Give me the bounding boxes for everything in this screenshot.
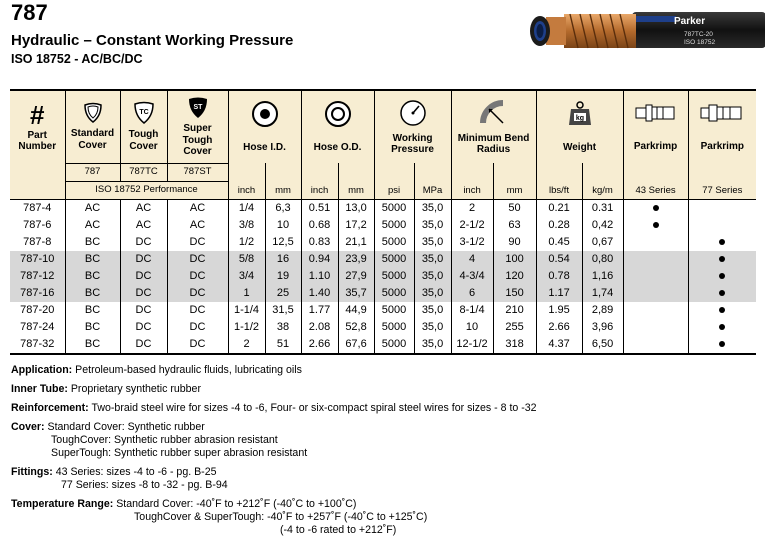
cell-br_mm: 120 [493,268,536,285]
fittings-note: Fittings: 43 Series: sizes -4 to -6 - pg. B-25 [11,466,217,478]
parkrimp-77-header: Parkrimp [688,90,756,163]
cell-br_in: 3-1/2 [451,234,493,251]
cell-id_in: 1-1/4 [228,302,265,319]
application-note: Application: Petroleum-based hydraulic fluids, lubricating oils [11,364,302,376]
cell-lbs: 0.45 [536,234,582,251]
availability-dot-icon [719,307,725,313]
cell-part: 787-4 [10,199,65,217]
cell-od_mm: 21,1 [338,234,374,251]
iso-standard: ISO 18752 - AC/BC/DC [11,52,143,66]
cell-br_mm: 150 [493,285,536,302]
cell-mpa: 35,0 [414,319,451,336]
cell-p77 [688,285,756,302]
cell-id_in: 1 [228,285,265,302]
cell-part: 787-16 [10,285,65,302]
spec-table [10,89,756,355]
cell-br_mm: 100 [493,251,536,268]
cell-mpa: 35,0 [414,268,451,285]
crimp-fitting-icon [635,101,677,125]
table-row [10,285,756,302]
cell-lbs: 2.66 [536,319,582,336]
cell-p77 [688,251,756,268]
sub-std: 787 [65,163,120,181]
weight-header: kg Weight [536,90,623,163]
cell-od_in: 0.51 [301,199,338,217]
cell-p77 [688,268,756,285]
cell-br_in: 6 [451,285,493,302]
subheader-row [10,163,756,181]
series-number: 787 [11,0,48,25]
hose-id-icon [251,100,279,128]
cell-od_in: 0.94 [301,251,338,268]
cell-od_in: 1.10 [301,268,338,285]
cell-part: 787-32 [10,336,65,354]
cell-std: AC [65,217,120,234]
cell-br_mm: 318 [493,336,536,354]
cell-p43 [623,319,688,336]
super-tough-cover-header: ST Super Tough Cover [167,90,228,163]
cell-id_in: 1/2 [228,234,265,251]
cell-id_in: 2 [228,336,265,354]
unit-mpa: MPa [414,163,451,199]
cell-p43 [623,336,688,354]
pressure-gauge-icon [399,99,427,127]
table-row [10,336,756,354]
cell-st: DC [167,336,228,354]
availability-dot-icon [719,290,725,296]
cell-p77 [688,319,756,336]
availability-dot-icon [719,239,725,245]
cell-psi: 5000 [374,268,414,285]
cell-kg: 0,42 [582,217,623,234]
table-row [10,302,756,319]
cell-p43 [623,251,688,268]
cell-od_in: 0.68 [301,217,338,234]
cell-od_in: 2.08 [301,319,338,336]
parkrimp-43-header: Parkrimp [623,90,688,163]
cell-br_mm: 90 [493,234,536,251]
cell-id_in: 1-1/2 [228,319,265,336]
cell-p77 [688,199,756,217]
inner-tube-note: Inner Tube: Proprietary synthetic rubber [11,383,201,395]
unit-br-mm: mm [493,163,536,199]
table-row [10,319,756,336]
cell-id_mm: 19 [265,268,301,285]
cell-kg: 3,96 [582,319,623,336]
cell-p43 [623,199,688,217]
cell-p77 [688,302,756,319]
table-row [10,199,756,217]
availability-dot-icon [719,273,725,279]
cell-st: DC [167,285,228,302]
cell-mpa: 35,0 [414,285,451,302]
cell-id_mm: 25 [265,285,301,302]
cell-lbs: 0.21 [536,199,582,217]
cell-part: 787-20 [20,304,55,316]
cell-mpa: 35,0 [414,336,451,354]
cell-std: BC [65,285,120,302]
hose-od-header: Hose O.D. [301,90,374,163]
availability-dot-icon [719,341,725,347]
unit-od-inch: inch [301,163,338,199]
hose-illustration [524,2,765,62]
hose-id-header: Hose I.D. [228,90,301,163]
cell-od_mm: 52,8 [338,319,374,336]
cell-tc: DC [120,268,167,285]
shield-icon [83,102,103,124]
part-number-header: # Part Number [10,90,65,163]
cell-kg: 0,80 [582,251,623,268]
cell-std: BC [65,268,120,285]
cell-psi: 5000 [374,285,414,302]
cell-mpa: 35,0 [414,199,451,217]
hose-print-2: ISO 18752 [684,39,716,46]
cell-mpa: 35,0 [414,251,451,268]
table-row [10,268,756,285]
cell-st: AC [167,217,228,234]
cell-part: 787-8 [23,236,52,248]
cell-p43 [623,217,688,234]
tough-cover-header: TC Tough Cover [120,90,167,163]
cell-br_in: 8-1/4 [451,302,493,319]
cell-br_mm: 50 [493,199,536,217]
unit-kg-m: kg/m [582,163,623,199]
cell-od_in: 1.77 [301,302,338,319]
cell-lbs: 1.17 [536,285,582,302]
cell-br_mm: 210 [493,302,536,319]
availability-dot-icon [653,205,659,211]
cell-tc: DC [120,302,167,319]
cell-st: DC [167,268,228,285]
cell-id_mm: 51 [265,336,301,354]
availability-dot-icon [719,256,725,262]
cell-psi: 5000 [374,302,414,319]
reinforcement-note: Reinforcement: Two-braid steel wire for sizes -4 to -6, Four- or six-compact spiral steel wires for sizes - 8 to -32 [11,402,537,414]
cell-br_mm: 255 [493,319,536,336]
cell-id_in: 1/4 [228,199,265,217]
hose-print-1: 787TC-20 [684,31,713,38]
cell-br_in: 2 [451,199,493,217]
cell-od_in: 0.83 [301,234,338,251]
unit-43-series: 43 Series [623,163,688,199]
data-rows [10,199,756,354]
unit-psi: psi [374,163,414,199]
cell-tc: DC [120,319,167,336]
cell-std: BC [65,234,120,251]
cell-id_mm: 31,5 [265,302,301,319]
cell-br_in: 4 [451,251,493,268]
cell-kg: 2,89 [582,302,623,319]
cell-od_in: 2.66 [301,336,338,354]
iso-performance-label: ISO 18752 Performance [65,181,228,199]
cell-psi: 5000 [374,251,414,268]
hose-brand: Parker [674,16,706,27]
table-row [10,251,756,268]
cell-std: BC [65,302,120,319]
cell-id_in: 3/8 [228,217,265,234]
unit-77-series: 77 Series [688,163,756,199]
cell-id_mm: 12,5 [265,234,301,251]
cell-od_mm: 13,0 [338,199,374,217]
cell-p43 [623,302,688,319]
cell-std: BC [65,336,120,354]
cell-tc: AC [120,217,167,234]
cell-part: 787-24 [20,321,55,333]
standard-cover-header: Standard Cover [65,90,120,163]
cell-lbs: 0.78 [536,268,582,285]
cell-lbs: 0.54 [536,251,582,268]
cover-note-line-3: SuperTough: Synthetic rubber super abrasion resistant [51,447,308,459]
cell-p43 [623,268,688,285]
svg-text:ST: ST [193,104,202,111]
cell-mpa: 35,0 [414,234,451,251]
cell-br_in: 4-3/4 [451,268,493,285]
cell-p43 [623,285,688,302]
cell-std: AC [65,199,120,217]
cell-p77 [688,234,756,251]
cell-tc: DC [120,285,167,302]
header-row [10,90,756,163]
cell-psi: 5000 [374,336,414,354]
cell-part: 787-12 [10,268,65,285]
bend-radius-header: Minimum Bend Radius [451,90,536,163]
cell-mpa: 35,0 [414,302,451,319]
cell-lbs: 0.28 [536,217,582,234]
cell-mpa: 35,0 [414,217,451,234]
unit-id-mm: mm [265,163,301,199]
cell-od_mm: 17,2 [338,217,374,234]
cell-id_mm: 6,3 [265,199,301,217]
availability-dot-icon [719,324,725,330]
sub-super: 787ST [167,163,228,181]
cell-id_mm: 10 [265,217,301,234]
cell-tc: DC [120,234,167,251]
cover-note-line-2: ToughCover: Synthetic rubber abrasion resistant [51,434,278,446]
cell-lbs: 4.37 [536,336,582,354]
svg-text:TC: TC [138,109,149,117]
cell-tc: DC [120,251,167,268]
cell-std: BC [65,319,120,336]
cell-st: DC [167,319,228,336]
sub-tough: 787TC [120,163,167,181]
cell-p77 [688,336,756,354]
cell-part: 787-10 [10,251,65,268]
cover-note: Cover: Standard Cover: Synthetic rubber [11,421,205,433]
cell-tc: DC [120,336,167,354]
availability-dot-icon [653,222,659,228]
bend-radius-icon [479,99,509,127]
cell-st: DC [167,251,228,268]
cell-od_mm: 23,9 [338,251,374,268]
weight-icon [568,100,592,126]
table-row [10,217,756,234]
cell-lbs: 1.95 [536,302,582,319]
working-pressure-header: Working Pressure [374,90,451,163]
svg-text:kg: kg [575,115,584,123]
cell-std: BC [65,251,120,268]
cell-psi: 5000 [374,199,414,217]
crimp-fitting-icon [700,101,744,125]
cell-part: 787-6 [23,219,52,231]
tough-cover-icon [133,101,155,125]
cell-od_mm: 35,7 [338,285,374,302]
cell-br_in: 2-1/2 [451,217,493,234]
unit-od-mm: mm [338,163,374,199]
hose-od-icon [324,100,352,128]
cell-p77 [688,217,756,234]
cell-p43 [623,234,688,251]
cell-kg: 6,50 [582,336,623,354]
cell-psi: 5000 [374,217,414,234]
unit-br-inch: inch [451,163,493,199]
cell-br_in: 10 [451,319,493,336]
cell-br_in: 12-1/2 [451,336,493,354]
cell-tc: AC [120,199,167,217]
unit-lbs-ft: lbs/ft [536,163,582,199]
cell-kg: 1,74 [582,285,623,302]
cell-od_in: 1.40 [301,285,338,302]
cell-od_mm: 44,9 [338,302,374,319]
cell-st: DC [167,234,228,251]
cell-kg: 1,16 [582,268,623,285]
cell-br_mm: 63 [493,217,536,234]
table-row [10,234,756,251]
cell-kg: 0,67 [582,234,623,251]
cell-kg: 0.31 [582,199,623,217]
cell-od_mm: 27,9 [338,268,374,285]
cell-st: DC [167,302,228,319]
cell-id_mm: 16 [265,251,301,268]
cell-id_in: 3/4 [228,268,265,285]
cell-st: AC [167,199,228,217]
cell-od_mm: 67,6 [338,336,374,354]
unit-id-inch: inch [228,163,265,199]
cell-psi: 5000 [374,234,414,251]
cell-id_in: 5/8 [228,251,265,268]
super-tough-icon [187,96,209,120]
cell-id_mm: 38 [265,319,301,336]
temperature-note-line-3: (-4 to -6 rated to +212˚F) [280,524,397,536]
temperature-note-line-2: ToughCover & SuperTough: -40˚F to +257˚F (-40˚C to +125˚C) [134,511,428,523]
page-title: Hydraulic – Constant Working Pressure [11,32,294,49]
temperature-note: Temperature Range: Standard Cover: -40˚F to +212˚F (-40˚C to +100˚C) [11,498,357,510]
cell-psi: 5000 [374,319,414,336]
fittings-note-line-2: 77 Series: sizes -8 to -32 - pg. B-94 [61,479,228,491]
